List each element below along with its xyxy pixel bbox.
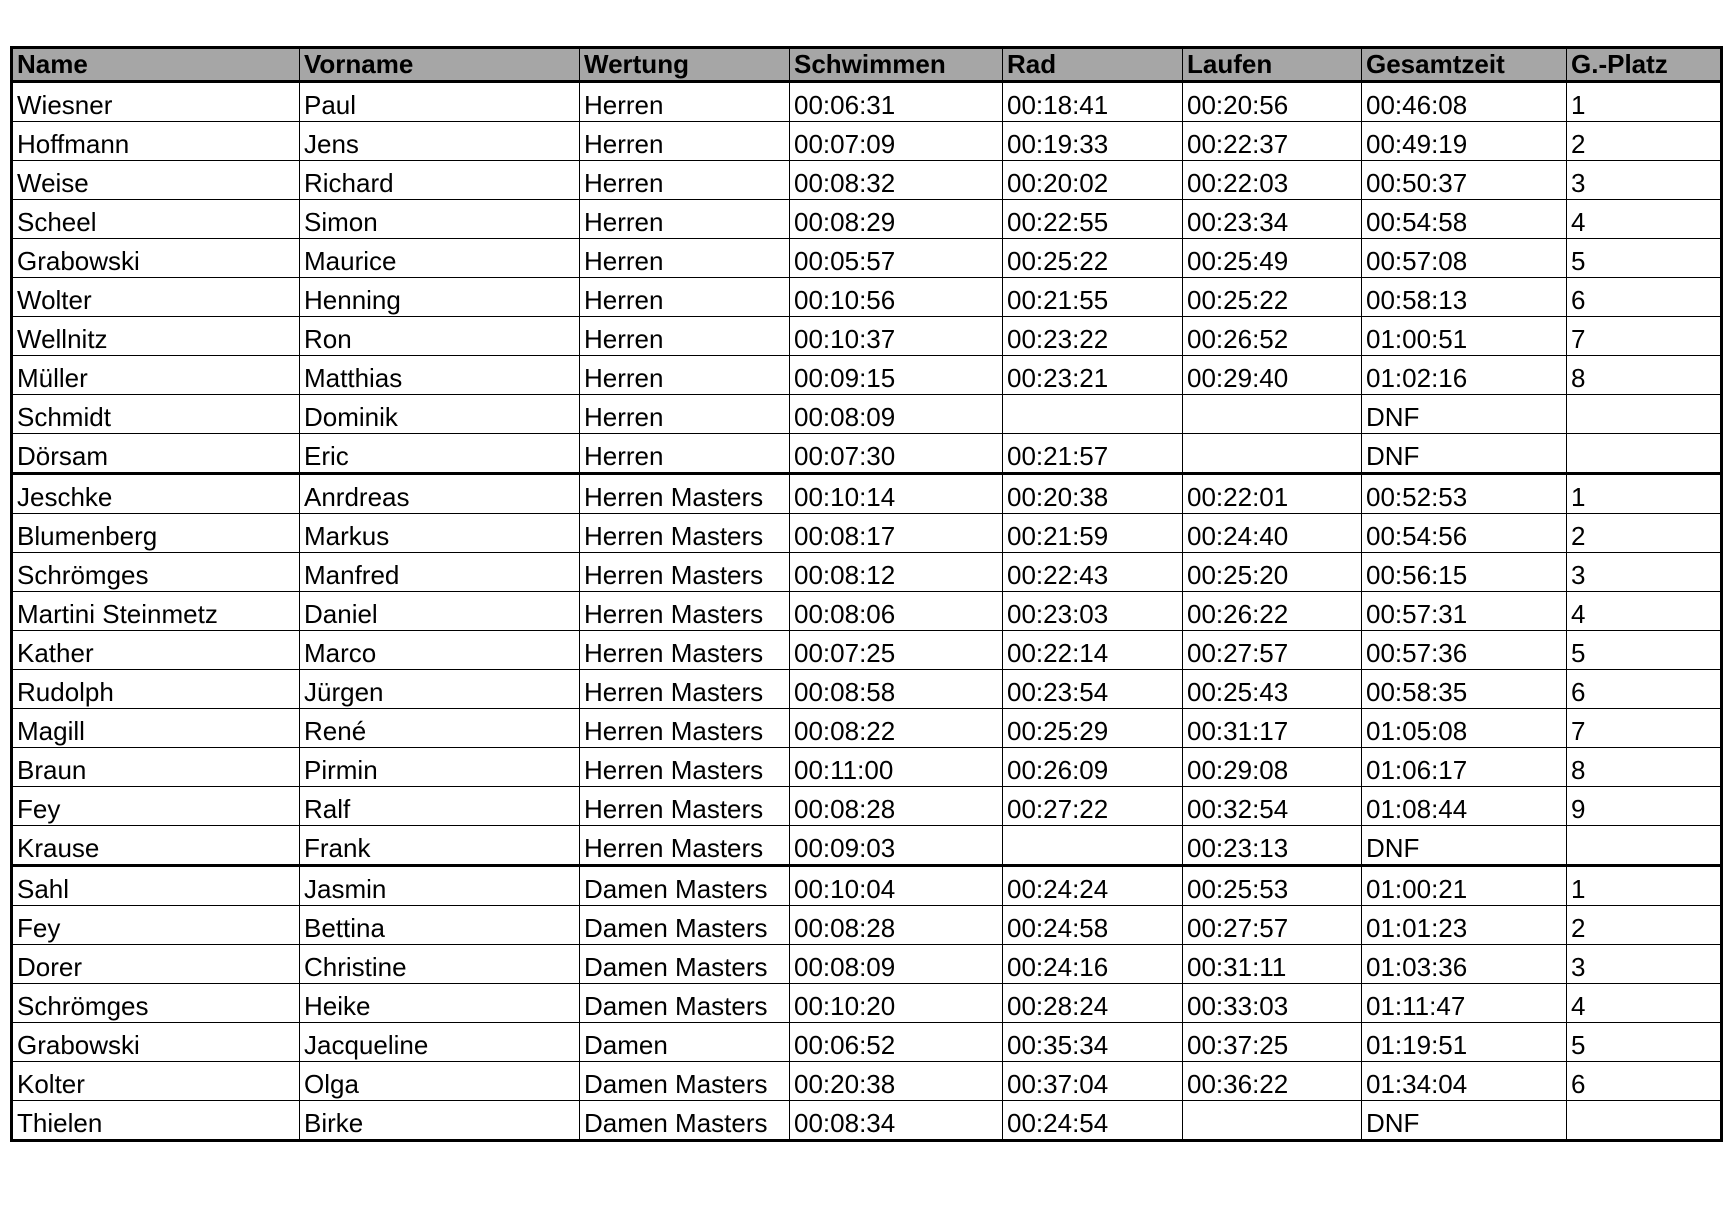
cell-schwimmen: 00:06:52 bbox=[790, 1023, 1003, 1062]
cell-laufen: 00:36:22 bbox=[1183, 1062, 1362, 1101]
cell-laufen bbox=[1183, 395, 1362, 434]
cell-vorname: Marco bbox=[300, 631, 580, 670]
cell-rad: 00:21:57 bbox=[1003, 434, 1183, 474]
cell-laufen bbox=[1183, 434, 1362, 474]
cell-rad: 00:20:02 bbox=[1003, 161, 1183, 200]
cell-laufen: 00:23:13 bbox=[1183, 826, 1362, 866]
table-row bbox=[12, 395, 1722, 434]
cell-laufen: 00:25:53 bbox=[1183, 866, 1362, 906]
cell-rad: 00:22:55 bbox=[1003, 200, 1183, 239]
table-row bbox=[12, 161, 1722, 200]
cell-gesamtzeit: DNF bbox=[1362, 434, 1567, 474]
cell-g-platz: 7 bbox=[1567, 709, 1722, 748]
cell-vorname: Henning bbox=[300, 278, 580, 317]
cell-g-platz: 5 bbox=[1567, 631, 1722, 670]
cell-laufen: 00:25:22 bbox=[1183, 278, 1362, 317]
cell-gesamtzeit: 01:03:36 bbox=[1362, 945, 1567, 984]
table-row bbox=[12, 1062, 1722, 1101]
cell-rad: 00:23:54 bbox=[1003, 670, 1183, 709]
cell-schwimmen: 00:07:25 bbox=[790, 631, 1003, 670]
cell-rad: 00:25:29 bbox=[1003, 709, 1183, 748]
cell-wertung: Damen Masters bbox=[580, 984, 790, 1023]
cell-name: Kolter bbox=[12, 1062, 300, 1101]
cell-name: Martini Steinmetz bbox=[12, 592, 300, 631]
cell-laufen: 00:31:11 bbox=[1183, 945, 1362, 984]
cell-wertung: Herren bbox=[580, 161, 790, 200]
table-row bbox=[12, 200, 1722, 239]
cell-laufen: 00:25:20 bbox=[1183, 553, 1362, 592]
cell-g-platz: 5 bbox=[1567, 1023, 1722, 1062]
cell-name: Hoffmann bbox=[12, 122, 300, 161]
table-row bbox=[12, 826, 1722, 866]
cell-vorname: René bbox=[300, 709, 580, 748]
table-row bbox=[12, 866, 1722, 906]
cell-vorname: Paul bbox=[300, 82, 580, 122]
cell-rad: 00:21:59 bbox=[1003, 514, 1183, 553]
cell-vorname: Matthias bbox=[300, 356, 580, 395]
cell-rad: 00:28:24 bbox=[1003, 984, 1183, 1023]
cell-g-platz: 3 bbox=[1567, 161, 1722, 200]
cell-schwimmen: 00:10:20 bbox=[790, 984, 1003, 1023]
cell-rad: 00:24:16 bbox=[1003, 945, 1183, 984]
cell-wertung: Damen bbox=[580, 1023, 790, 1062]
cell-laufen: 00:26:52 bbox=[1183, 317, 1362, 356]
table-row bbox=[12, 1023, 1722, 1062]
table-row bbox=[12, 787, 1722, 826]
cell-name: Braun bbox=[12, 748, 300, 787]
cell-gesamtzeit: 01:08:44 bbox=[1362, 787, 1567, 826]
cell-schwimmen: 00:10:37 bbox=[790, 317, 1003, 356]
cell-laufen: 00:22:01 bbox=[1183, 474, 1362, 514]
cell-g-platz: 3 bbox=[1567, 553, 1722, 592]
cell-schwimmen: 00:08:28 bbox=[790, 787, 1003, 826]
table-row bbox=[12, 434, 1722, 474]
cell-gesamtzeit: 00:57:08 bbox=[1362, 239, 1567, 278]
cell-name: Scheel bbox=[12, 200, 300, 239]
cell-vorname: Jasmin bbox=[300, 866, 580, 906]
cell-vorname: Simon bbox=[300, 200, 580, 239]
cell-wertung: Damen Masters bbox=[580, 906, 790, 945]
cell-schwimmen: 00:07:30 bbox=[790, 434, 1003, 474]
cell-g-platz: 5 bbox=[1567, 239, 1722, 278]
cell-gesamtzeit: DNF bbox=[1362, 395, 1567, 434]
cell-laufen: 00:32:54 bbox=[1183, 787, 1362, 826]
cell-g-platz: 2 bbox=[1567, 122, 1722, 161]
cell-schwimmen: 00:08:28 bbox=[790, 906, 1003, 945]
cell-laufen: 00:27:57 bbox=[1183, 631, 1362, 670]
cell-name: Fey bbox=[12, 787, 300, 826]
table-row bbox=[12, 553, 1722, 592]
cell-laufen: 00:20:56 bbox=[1183, 82, 1362, 122]
cell-laufen: 00:22:03 bbox=[1183, 161, 1362, 200]
cell-schwimmen: 00:08:29 bbox=[790, 200, 1003, 239]
cell-vorname: Markus bbox=[300, 514, 580, 553]
cell-name: Thielen bbox=[12, 1101, 300, 1141]
cell-vorname: Christine bbox=[300, 945, 580, 984]
table-row bbox=[12, 709, 1722, 748]
cell-vorname: Pirmin bbox=[300, 748, 580, 787]
cell-g-platz: 1 bbox=[1567, 474, 1722, 514]
table-row bbox=[12, 984, 1722, 1023]
column-header-g-platz: G.-Platz bbox=[1567, 48, 1722, 82]
cell-schwimmen: 00:20:38 bbox=[790, 1062, 1003, 1101]
cell-vorname: Daniel bbox=[300, 592, 580, 631]
cell-schwimmen: 00:09:03 bbox=[790, 826, 1003, 866]
table-row bbox=[12, 82, 1722, 122]
cell-vorname: Birke bbox=[300, 1101, 580, 1141]
cell-g-platz: 4 bbox=[1567, 592, 1722, 631]
cell-schwimmen: 00:10:56 bbox=[790, 278, 1003, 317]
cell-laufen: 00:26:22 bbox=[1183, 592, 1362, 631]
cell-name: Grabowski bbox=[12, 1023, 300, 1062]
cell-name: Dorer bbox=[12, 945, 300, 984]
cell-gesamtzeit: 01:19:51 bbox=[1362, 1023, 1567, 1062]
cell-gesamtzeit: 00:58:13 bbox=[1362, 278, 1567, 317]
cell-schwimmen: 00:08:12 bbox=[790, 553, 1003, 592]
cell-wertung: Herren Masters bbox=[580, 670, 790, 709]
cell-g-platz: 3 bbox=[1567, 945, 1722, 984]
cell-name: Weise bbox=[12, 161, 300, 200]
cell-rad bbox=[1003, 395, 1183, 434]
cell-rad: 00:27:22 bbox=[1003, 787, 1183, 826]
cell-rad: 00:22:14 bbox=[1003, 631, 1183, 670]
table-row bbox=[12, 278, 1722, 317]
column-header-name: Name bbox=[12, 48, 300, 82]
cell-rad: 00:23:22 bbox=[1003, 317, 1183, 356]
cell-gesamtzeit: 00:57:31 bbox=[1362, 592, 1567, 631]
column-header-rad: Rad bbox=[1003, 48, 1183, 82]
cell-g-platz: 4 bbox=[1567, 200, 1722, 239]
cell-rad: 00:25:22 bbox=[1003, 239, 1183, 278]
cell-g-platz: 7 bbox=[1567, 317, 1722, 356]
cell-gesamtzeit: DNF bbox=[1362, 826, 1567, 866]
cell-g-platz bbox=[1567, 826, 1722, 866]
cell-name: Kather bbox=[12, 631, 300, 670]
cell-laufen: 00:23:34 bbox=[1183, 200, 1362, 239]
header-row bbox=[12, 48, 1722, 82]
cell-vorname: Frank bbox=[300, 826, 580, 866]
cell-laufen: 00:27:57 bbox=[1183, 906, 1362, 945]
cell-gesamtzeit: 00:57:36 bbox=[1362, 631, 1567, 670]
cell-name: Rudolph bbox=[12, 670, 300, 709]
cell-rad: 00:22:43 bbox=[1003, 553, 1183, 592]
cell-name: Krause bbox=[12, 826, 300, 866]
cell-wertung: Herren Masters bbox=[580, 826, 790, 866]
column-header-laufen: Laufen bbox=[1183, 48, 1362, 82]
cell-schwimmen: 00:06:31 bbox=[790, 82, 1003, 122]
cell-wertung: Damen Masters bbox=[580, 1062, 790, 1101]
cell-laufen: 00:22:37 bbox=[1183, 122, 1362, 161]
cell-gesamtzeit: 00:46:08 bbox=[1362, 82, 1567, 122]
cell-laufen: 00:31:17 bbox=[1183, 709, 1362, 748]
cell-g-platz: 9 bbox=[1567, 787, 1722, 826]
cell-schwimmen: 00:11:00 bbox=[790, 748, 1003, 787]
cell-name: Schrömges bbox=[12, 553, 300, 592]
cell-wertung: Herren bbox=[580, 122, 790, 161]
cell-gesamtzeit: 00:54:56 bbox=[1362, 514, 1567, 553]
cell-g-platz: 6 bbox=[1567, 278, 1722, 317]
cell-name: Grabowski bbox=[12, 239, 300, 278]
cell-vorname: Heike bbox=[300, 984, 580, 1023]
cell-gesamtzeit: 00:58:35 bbox=[1362, 670, 1567, 709]
cell-name: Dörsam bbox=[12, 434, 300, 474]
cell-wertung: Herren bbox=[580, 239, 790, 278]
cell-gesamtzeit: 01:01:23 bbox=[1362, 906, 1567, 945]
cell-schwimmen: 00:10:04 bbox=[790, 866, 1003, 906]
column-header-vorname: Vorname bbox=[300, 48, 580, 82]
cell-vorname: Olga bbox=[300, 1062, 580, 1101]
table-row bbox=[12, 906, 1722, 945]
cell-name: Müller bbox=[12, 356, 300, 395]
cell-wertung: Herren Masters bbox=[580, 787, 790, 826]
cell-schwimmen: 00:08:09 bbox=[790, 945, 1003, 984]
cell-g-platz: 8 bbox=[1567, 356, 1722, 395]
cell-schwimmen: 00:08:06 bbox=[790, 592, 1003, 631]
cell-rad: 00:37:04 bbox=[1003, 1062, 1183, 1101]
cell-laufen bbox=[1183, 1101, 1362, 1141]
cell-rad bbox=[1003, 826, 1183, 866]
cell-vorname: Ron bbox=[300, 317, 580, 356]
cell-name: Schrömges bbox=[12, 984, 300, 1023]
table-row bbox=[12, 748, 1722, 787]
cell-vorname: Bettina bbox=[300, 906, 580, 945]
cell-laufen: 00:33:03 bbox=[1183, 984, 1362, 1023]
cell-rad: 00:24:58 bbox=[1003, 906, 1183, 945]
cell-wertung: Damen Masters bbox=[580, 1101, 790, 1141]
cell-gesamtzeit: 01:00:21 bbox=[1362, 866, 1567, 906]
cell-g-platz bbox=[1567, 434, 1722, 474]
cell-schwimmen: 00:08:32 bbox=[790, 161, 1003, 200]
cell-laufen: 00:25:49 bbox=[1183, 239, 1362, 278]
column-header-wertung: Wertung bbox=[580, 48, 790, 82]
cell-g-platz: 6 bbox=[1567, 1062, 1722, 1101]
cell-wertung: Herren Masters bbox=[580, 553, 790, 592]
cell-name: Sahl bbox=[12, 866, 300, 906]
cell-laufen: 00:25:43 bbox=[1183, 670, 1362, 709]
cell-name: Wolter bbox=[12, 278, 300, 317]
table-row bbox=[12, 122, 1722, 161]
cell-laufen: 00:37:25 bbox=[1183, 1023, 1362, 1062]
cell-gesamtzeit: 01:00:51 bbox=[1362, 317, 1567, 356]
cell-gesamtzeit: 00:56:15 bbox=[1362, 553, 1567, 592]
cell-name: Wiesner bbox=[12, 82, 300, 122]
cell-vorname: Eric bbox=[300, 434, 580, 474]
cell-wertung: Herren Masters bbox=[580, 631, 790, 670]
cell-schwimmen: 00:07:09 bbox=[790, 122, 1003, 161]
table-row bbox=[12, 239, 1722, 278]
cell-g-platz: 2 bbox=[1567, 514, 1722, 553]
cell-vorname: Maurice bbox=[300, 239, 580, 278]
cell-rad: 00:21:55 bbox=[1003, 278, 1183, 317]
table-row bbox=[12, 670, 1722, 709]
cell-g-platz: 8 bbox=[1567, 748, 1722, 787]
cell-schwimmen: 00:08:58 bbox=[790, 670, 1003, 709]
cell-rad: 00:35:34 bbox=[1003, 1023, 1183, 1062]
cell-laufen: 00:24:40 bbox=[1183, 514, 1362, 553]
cell-wertung: Herren Masters bbox=[580, 592, 790, 631]
cell-gesamtzeit: 01:11:47 bbox=[1362, 984, 1567, 1023]
cell-name: Magill bbox=[12, 709, 300, 748]
cell-gesamtzeit: 01:02:16 bbox=[1362, 356, 1567, 395]
table-row bbox=[12, 356, 1722, 395]
cell-gesamtzeit: 00:52:53 bbox=[1362, 474, 1567, 514]
cell-wertung: Herren bbox=[580, 317, 790, 356]
cell-vorname: Ralf bbox=[300, 787, 580, 826]
cell-vorname: Jens bbox=[300, 122, 580, 161]
cell-laufen: 00:29:08 bbox=[1183, 748, 1362, 787]
cell-gesamtzeit: 00:50:37 bbox=[1362, 161, 1567, 200]
cell-gesamtzeit: 01:34:04 bbox=[1362, 1062, 1567, 1101]
cell-wertung: Damen Masters bbox=[580, 945, 790, 984]
table-row bbox=[12, 1101, 1722, 1141]
cell-name: Schmidt bbox=[12, 395, 300, 434]
cell-schwimmen: 00:08:17 bbox=[790, 514, 1003, 553]
cell-wertung: Herren bbox=[580, 356, 790, 395]
cell-name: Blumenberg bbox=[12, 514, 300, 553]
cell-schwimmen: 00:10:14 bbox=[790, 474, 1003, 514]
column-header-schwimmen: Schwimmen bbox=[790, 48, 1003, 82]
cell-wertung: Herren bbox=[580, 82, 790, 122]
cell-wertung: Herren Masters bbox=[580, 474, 790, 514]
cell-wertung: Herren Masters bbox=[580, 514, 790, 553]
table-row bbox=[12, 317, 1722, 356]
cell-rad: 00:26:09 bbox=[1003, 748, 1183, 787]
column-header-gesamtzeit: Gesamtzeit bbox=[1362, 48, 1567, 82]
cell-schwimmen: 00:05:57 bbox=[790, 239, 1003, 278]
cell-wertung: Herren Masters bbox=[580, 709, 790, 748]
cell-vorname: Dominik bbox=[300, 395, 580, 434]
cell-wertung: Herren bbox=[580, 278, 790, 317]
cell-g-platz: 1 bbox=[1567, 82, 1722, 122]
cell-g-platz: 2 bbox=[1567, 906, 1722, 945]
table-row bbox=[12, 945, 1722, 984]
cell-gesamtzeit: DNF bbox=[1362, 1101, 1567, 1141]
cell-g-platz bbox=[1567, 395, 1722, 434]
cell-laufen: 00:29:40 bbox=[1183, 356, 1362, 395]
cell-gesamtzeit: 01:05:08 bbox=[1362, 709, 1567, 748]
table-row bbox=[12, 592, 1722, 631]
cell-wertung: Herren Masters bbox=[580, 748, 790, 787]
cell-wertung: Damen Masters bbox=[580, 866, 790, 906]
cell-rad: 00:24:24 bbox=[1003, 866, 1183, 906]
cell-g-platz: 6 bbox=[1567, 670, 1722, 709]
cell-vorname: Jürgen bbox=[300, 670, 580, 709]
results-table bbox=[10, 46, 1723, 1142]
cell-rad: 00:23:03 bbox=[1003, 592, 1183, 631]
cell-rad: 00:24:54 bbox=[1003, 1101, 1183, 1141]
cell-wertung: Herren bbox=[580, 395, 790, 434]
cell-gesamtzeit: 00:49:19 bbox=[1362, 122, 1567, 161]
cell-gesamtzeit: 01:06:17 bbox=[1362, 748, 1567, 787]
table-row bbox=[12, 474, 1722, 514]
cell-vorname: Richard bbox=[300, 161, 580, 200]
cell-g-platz bbox=[1567, 1101, 1722, 1141]
cell-vorname: Jacqueline bbox=[300, 1023, 580, 1062]
cell-name: Jeschke bbox=[12, 474, 300, 514]
cell-g-platz: 4 bbox=[1567, 984, 1722, 1023]
cell-schwimmen: 00:08:09 bbox=[790, 395, 1003, 434]
cell-rad: 00:23:21 bbox=[1003, 356, 1183, 395]
cell-vorname: Anrdreas bbox=[300, 474, 580, 514]
cell-name: Fey bbox=[12, 906, 300, 945]
cell-vorname: Manfred bbox=[300, 553, 580, 592]
cell-gesamtzeit: 00:54:58 bbox=[1362, 200, 1567, 239]
cell-schwimmen: 00:08:34 bbox=[790, 1101, 1003, 1141]
cell-wertung: Herren bbox=[580, 434, 790, 474]
cell-g-platz: 1 bbox=[1567, 866, 1722, 906]
cell-wertung: Herren bbox=[580, 200, 790, 239]
table-row bbox=[12, 514, 1722, 553]
cell-rad: 00:19:33 bbox=[1003, 122, 1183, 161]
cell-schwimmen: 00:09:15 bbox=[790, 356, 1003, 395]
cell-rad: 00:18:41 bbox=[1003, 82, 1183, 122]
table-row bbox=[12, 631, 1722, 670]
cell-schwimmen: 00:08:22 bbox=[790, 709, 1003, 748]
cell-name: Wellnitz bbox=[12, 317, 300, 356]
table-body bbox=[12, 82, 1722, 1141]
cell-rad: 00:20:38 bbox=[1003, 474, 1183, 514]
